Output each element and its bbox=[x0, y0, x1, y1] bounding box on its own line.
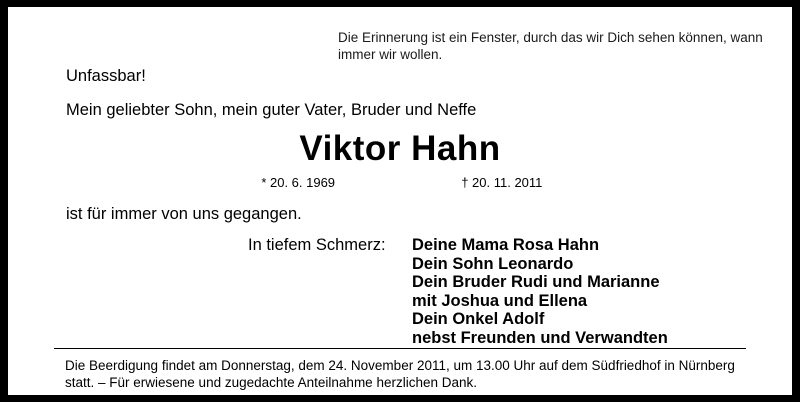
list-item: Dein Sohn Leonardo bbox=[412, 254, 574, 273]
deceased-name: Viktor Hahn bbox=[299, 129, 501, 168]
list-item: nebst Freunden und Verwandten bbox=[412, 328, 668, 347]
grief-label: In tiefem Schmerz: bbox=[248, 236, 386, 254]
list-item: Dein Onkel Adolf bbox=[412, 310, 545, 328]
passing-text: ist für immer von uns gegangen. bbox=[66, 205, 302, 223]
birth-date: * 20. 6. 1969 bbox=[261, 175, 336, 190]
exclamation-text: Unfassbar! bbox=[66, 67, 146, 85]
death-date: † 20. 11. 2011 bbox=[461, 175, 543, 190]
relation-text: Mein geliebter Sohn, mein guter Vater, Bruder und Neffe bbox=[66, 101, 477, 119]
list-item: Dein Bruder Rudi und Marianne bbox=[412, 273, 660, 291]
divider bbox=[54, 348, 746, 349]
obituary-card bbox=[8, 7, 792, 395]
life-dates bbox=[8, 175, 792, 190]
epitaph-quote: Die Erinnerung ist ein Fenster, durch das wir Dich sehen können, wann immer wir wollen. bbox=[338, 30, 763, 62]
mourners-list bbox=[412, 236, 668, 347]
obituary-content bbox=[8, 7, 792, 395]
funeral-details: Die Beerdigung findet am Donnerstag, dem 24. November 2011, um 13.00 Uhr auf dem Südfriedhof in Nürnberg statt. – Für erwiesene und zugedachte Anteilnahme herzlichen Dank. bbox=[65, 358, 735, 390]
list-item: Deine Mama Rosa Hahn bbox=[412, 236, 600, 254]
list-item: mit Joshua und Ellena bbox=[412, 291, 588, 310]
